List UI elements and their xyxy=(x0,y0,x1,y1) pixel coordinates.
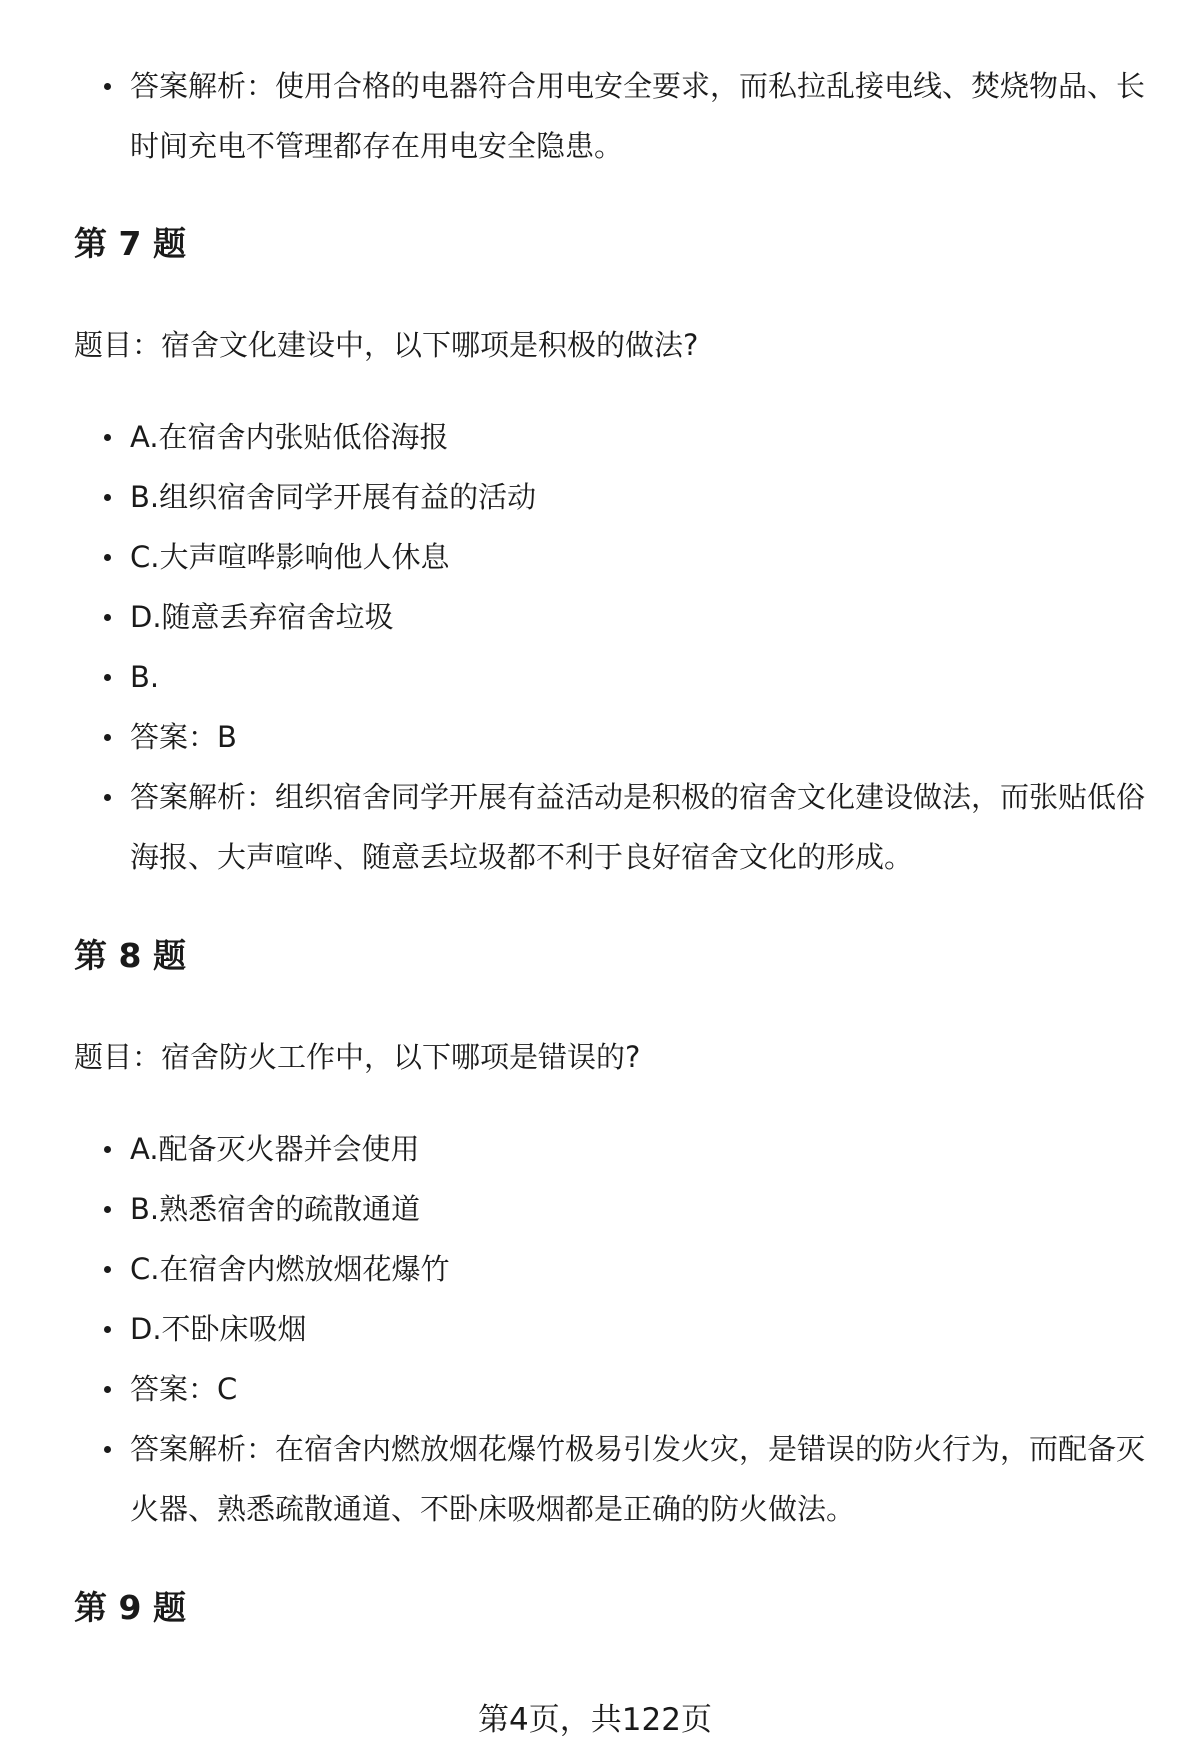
q7-option-c: C.大声喧哗影响他人休息 xyxy=(100,527,1160,587)
q8-heading: 第 8 题 xyxy=(74,936,186,975)
q8-option-a: A.配备灭火器并会使用 xyxy=(100,1119,1160,1179)
q7-options-list xyxy=(100,407,1160,887)
q7-question: 题目：宿舍文化建设中，以下哪项是积极的做法? xyxy=(74,328,699,362)
q7-option-b: B.组织宿舍同学开展有益的活动 xyxy=(100,467,1160,527)
q8-option-b: B.熟悉宿舍的疏散通道 xyxy=(100,1179,1160,1239)
q8-options-list xyxy=(100,1119,1160,1539)
q7-explanation: 答案解析：组织宿舍同学开展有益活动是积极的宿舍文化建设做法，而张贴低俗海报、大声喧哗、随意丢垃圾都不利于良好宿舍文化的形成。 xyxy=(100,767,1160,887)
q7-option-a: A.在宿舍内张贴低俗海报 xyxy=(100,407,1160,467)
q6-explanation: 答案解析：使用合格的电器符合用电安全要求，而私拉乱接电线、焚烧物品、长时间充电不管理都存在用电安全隐患。 xyxy=(100,56,1160,176)
page-indicator: 第4页，共122页 xyxy=(478,1702,712,1738)
q7-extra-item: B. xyxy=(100,647,1160,707)
q8-question: 题目：宿舍防火工作中，以下哪项是错误的? xyxy=(74,1040,641,1074)
q8-option-d: D.不卧床吸烟 xyxy=(100,1299,1160,1359)
q9-heading: 第 9 题 xyxy=(74,1588,186,1627)
q7-heading: 第 7 题 xyxy=(74,224,186,263)
q8-explanation: 答案解析：在宿舍内燃放烟花爆竹极易引发火灾，是错误的防火行为，而配备灭火器、熟悉疏散通道、不卧床吸烟都是正确的防火做法。 xyxy=(100,1419,1160,1539)
q7-option-d: D.随意丢弃宿舍垃圾 xyxy=(100,587,1160,647)
q8-option-c: C.在宿舍内燃放烟花爆竹 xyxy=(100,1239,1160,1299)
q7-answer: 答案：B xyxy=(100,707,1160,767)
q6-tail-list xyxy=(100,56,1160,176)
q8-answer: 答案：C xyxy=(100,1359,1160,1419)
